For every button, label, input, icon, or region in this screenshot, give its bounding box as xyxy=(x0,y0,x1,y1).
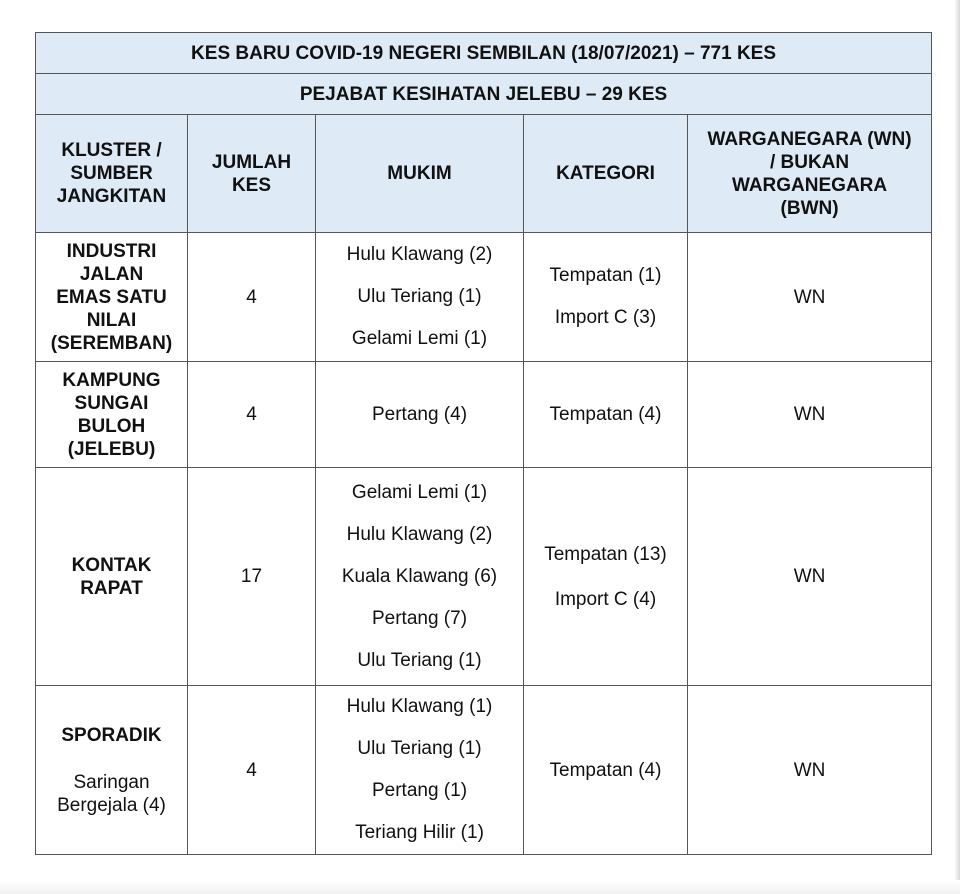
mukim-cell xyxy=(316,468,524,686)
mukim-entry: Hulu Klawang (2) xyxy=(346,244,493,265)
header-category-line: KATEGORI xyxy=(556,163,655,184)
cluster-line: (SEREMBAN) xyxy=(50,332,173,354)
subtitle-row xyxy=(36,74,932,115)
citizenship-cell: WN xyxy=(688,233,932,362)
header-cluster xyxy=(36,115,188,233)
category-cell xyxy=(524,362,688,468)
mukim-entry: Pertang (1) xyxy=(371,780,468,801)
table-row xyxy=(36,686,932,855)
mukim-cell xyxy=(316,233,524,362)
mukim-entry: Pertang (7) xyxy=(371,607,468,629)
header-cases-line: KES xyxy=(231,174,272,196)
header-citizenship xyxy=(688,115,932,233)
title-row xyxy=(36,33,932,74)
mukim-entry: Ulu Teriang (1) xyxy=(357,286,482,307)
cluster-line: INDUSTRI xyxy=(66,240,157,262)
cluster-cell xyxy=(36,233,188,362)
mukim-entry: Hulu Klawang (2) xyxy=(346,523,493,545)
cluster-line: RAPAT xyxy=(80,577,143,599)
header-citizenship-line: (BWN) xyxy=(780,197,839,219)
header-citizenship-line: / BUKAN xyxy=(769,151,850,173)
header-row xyxy=(36,115,932,233)
cluster-sub-line: Saringan xyxy=(73,771,150,793)
cluster-line: (JELEBU) xyxy=(67,438,156,460)
cases-cell: 4 xyxy=(188,686,316,855)
cluster-line: SUNGAI xyxy=(74,392,149,414)
cluster-cell xyxy=(36,686,188,855)
table-title: KES BARU COVID-19 NEGERI SEMBILAN (18/07/2021) – 771 KES xyxy=(36,33,932,74)
mukim-entry: Ulu Teriang (1) xyxy=(357,738,482,759)
table-row xyxy=(36,362,932,468)
cases-cell: 4 xyxy=(188,362,316,468)
citizenship-cell: WN xyxy=(688,686,932,855)
category-entry: Tempatan (4) xyxy=(549,404,662,425)
header-cluster-line: SUMBER xyxy=(70,163,153,184)
category-cell xyxy=(524,233,688,362)
covid-cases-table xyxy=(35,32,932,855)
category-entry: Tempatan (4) xyxy=(549,759,662,781)
cluster-line: BULOH xyxy=(77,415,146,437)
citizenship-cell: WN xyxy=(688,362,932,468)
category-entry: Import C (4) xyxy=(554,588,657,610)
cases-cell: 4 xyxy=(188,233,316,362)
mukim-entry: Kuala Klawang (6) xyxy=(341,565,498,587)
cluster-line: EMAS SATU xyxy=(56,286,167,308)
cluster-line: KAMPUNG xyxy=(62,369,161,391)
header-cluster-line: JANGKITAN xyxy=(56,186,167,207)
table-row xyxy=(36,468,932,686)
header-category xyxy=(524,115,688,233)
mukim-cell xyxy=(316,686,524,855)
category-entry: Tempatan (13) xyxy=(544,543,667,565)
cluster-line: KONTAK xyxy=(71,554,152,576)
mukim-entry: Ulu Teriang (1) xyxy=(357,649,482,671)
cases-cell: 17 xyxy=(188,468,316,686)
mukim-entry: Hulu Klawang (1) xyxy=(346,696,493,717)
category-cell xyxy=(524,686,688,855)
mukim-entry: Pertang (4) xyxy=(371,404,468,425)
header-mukim-line: MUKIM xyxy=(387,163,452,184)
category-cell xyxy=(524,468,688,686)
category-entry: Tempatan (1) xyxy=(549,265,662,286)
header-citizenship-line: WARGANEGARA xyxy=(731,174,888,196)
table-subtitle: PEJABAT KESIHATAN JELEBU – 29 KES xyxy=(36,74,932,115)
header-cases xyxy=(188,115,316,233)
citizenship-cell: WN xyxy=(688,468,932,686)
mukim-cell xyxy=(316,362,524,468)
mukim-entry: Teriang Hilir (1) xyxy=(355,822,484,843)
cluster-sub-line: Bergejala (4) xyxy=(57,794,166,816)
cluster-line: NILAI xyxy=(86,309,137,331)
mukim-entry: Gelami Lemi (1) xyxy=(351,328,488,349)
category-entry: Import C (3) xyxy=(554,307,657,328)
table-row xyxy=(36,233,932,362)
cluster-cell xyxy=(36,362,188,468)
header-citizenship-line: WARGANEGARA (WN) xyxy=(707,128,912,150)
cluster-cell xyxy=(36,468,188,686)
cluster-line: JALAN xyxy=(79,263,144,285)
header-mukim xyxy=(316,115,524,233)
mukim-entry: Gelami Lemi (1) xyxy=(351,481,488,503)
header-cluster-line: KLUSTER / xyxy=(61,140,162,161)
cluster-line: SPORADIK xyxy=(61,724,162,746)
page-edge-shadow xyxy=(954,0,960,894)
page-bottom-shade xyxy=(0,880,960,894)
header-cases-line: JUMLAH xyxy=(211,151,292,173)
